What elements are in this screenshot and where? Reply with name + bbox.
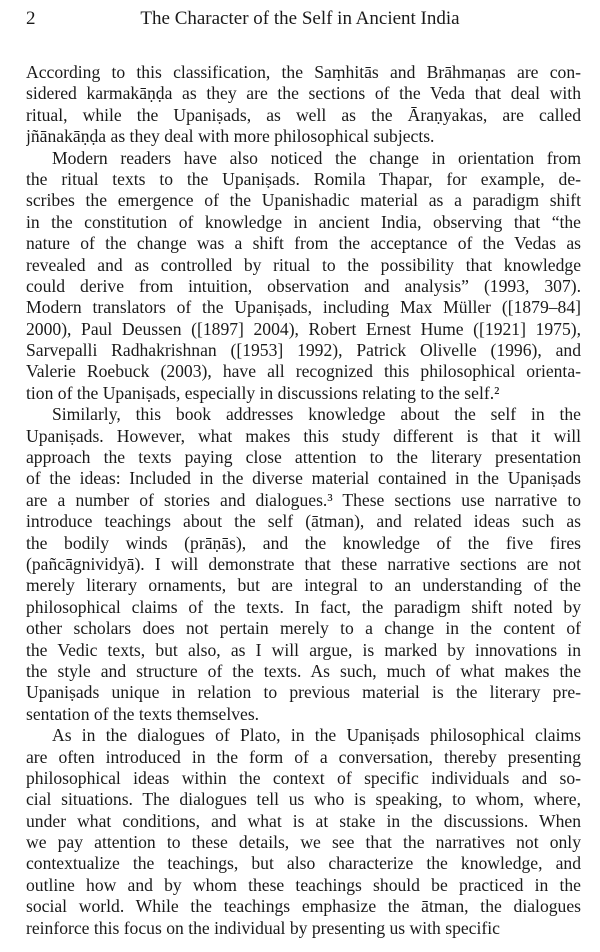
text-line: sidered karmakāṇḍa as they are the sections of the Veda that deal with xyxy=(26,83,581,104)
text-line: merely literary ornaments, but are integral to an understanding of the xyxy=(26,575,581,596)
text-line: nature of the change was a shift from the acceptance of the Vedas as xyxy=(26,233,581,254)
text-line: scribes the emergence of the Upanishadic material as a paradigm shift xyxy=(26,190,581,211)
text-line: social world. While the teachings emphasize the ātman, the dialogues xyxy=(26,896,581,917)
page-number: 2 xyxy=(26,8,36,29)
text-line: are a number of stories and dialogues.³ These sections use narrative to xyxy=(26,489,581,510)
text-line: other scholars does not pertain merely to a change in the content of xyxy=(26,618,581,639)
text-line: approach the texts paying close attention to the literary presentation xyxy=(26,447,581,468)
text-line: of the ideas: Included in the diverse material contained in the Upaniṣads xyxy=(26,468,581,489)
text-line: 2000), Paul Deussen ([1897] 2004), Robert Ernest Hume ([1921] 1975), xyxy=(26,318,581,339)
text-line: Similarly, this book addresses knowledge about the self in the xyxy=(52,404,581,425)
text-line: the ritual texts to the Upaniṣads. Romila Thapar, for example, de- xyxy=(26,168,581,189)
text-line: contextualize the teachings, but also characterize the knowledge, and xyxy=(26,853,581,874)
text-line: Valerie Roebuck (2003), have all recognized this philosophical orienta- xyxy=(26,361,581,382)
text-line: (pañcāgnividyā). I will demonstrate that these narrative sections are not xyxy=(26,553,581,574)
text-line: Modern readers have also noticed the change in orientation from xyxy=(52,147,581,168)
running-head: The Character of the Self in Ancient India xyxy=(140,8,460,29)
text-line: could derive from intuition, observation and analysis” (1993, 307). xyxy=(26,275,581,296)
text-line: As in the dialogues of Plato, in the Upaniṣads philosophical claims xyxy=(52,725,581,746)
text-line: the style and structure of the texts. As such, much of what makes the xyxy=(26,660,581,681)
text-line: under what conditions, and what is at stake in the discussions. When xyxy=(26,810,581,831)
paragraph xyxy=(26,62,581,148)
page-header xyxy=(26,6,574,32)
text-line: Upaniṣads. However, what makes this study different is that it will xyxy=(26,425,581,446)
text-line: According to this classification, the Saṃhitās and Brāhmaṇas are con- xyxy=(26,62,581,82)
paragraph xyxy=(26,404,581,725)
text-line: outline how and by whom these teachings should be practiced in the xyxy=(26,874,581,895)
text-line: jñānakāṇḍa as they deal with more philosophical subjects. xyxy=(26,126,435,147)
text-line: the Vedic texts, but also, as I will argue, is marked by innovations in xyxy=(26,639,581,660)
text-line: cial situations. The dialogues tell us who is speaking, to whom, where, xyxy=(26,789,581,810)
text-line: Sarvepalli Radhakrishnan ([1953] 1992), Patrick Olivelle (1996), and xyxy=(26,340,581,361)
paragraph xyxy=(26,148,581,405)
paragraph xyxy=(26,725,581,939)
text-line: revealed and as controlled by ritual to the possibility that knowledge xyxy=(26,254,581,275)
body-text xyxy=(26,62,581,939)
text-line: Upaniṣads unique in relation to previous material is the literary pre- xyxy=(26,682,581,703)
text-line: introduce teachings about the self (ātman), and related ideas such as xyxy=(26,511,581,532)
text-line: are often introduced in the form of a conversation, thereby presenting xyxy=(26,746,581,767)
text-line: philosophical claims of the texts. In fact, the paradigm shift noted by xyxy=(26,596,581,617)
text-line: we pay attention to these details, we see that the narratives not only xyxy=(26,832,581,853)
text-line: in the constitution of knowledge in ancient India, observing that “the xyxy=(26,211,581,232)
text-line: sentation of the texts themselves. xyxy=(26,703,260,724)
text-line: ritual, while the Upaniṣads, as well as the Āraṇyakas, are called xyxy=(26,104,581,125)
text-line: the bodily winds (prāṇās), and the knowledge of the five fires xyxy=(26,532,581,553)
text-line: Modern translators of the Upaniṣads, including Max Müller ([1879–84] xyxy=(26,297,581,318)
text-line: reinforce this focus on the individual by presenting us with specific xyxy=(26,917,500,938)
text-line: tion of the Upaniṣads, especially in discussions relating to the self.² xyxy=(26,382,500,403)
text-line: philosophical ideas within the context of specific individuals and so- xyxy=(26,767,581,788)
